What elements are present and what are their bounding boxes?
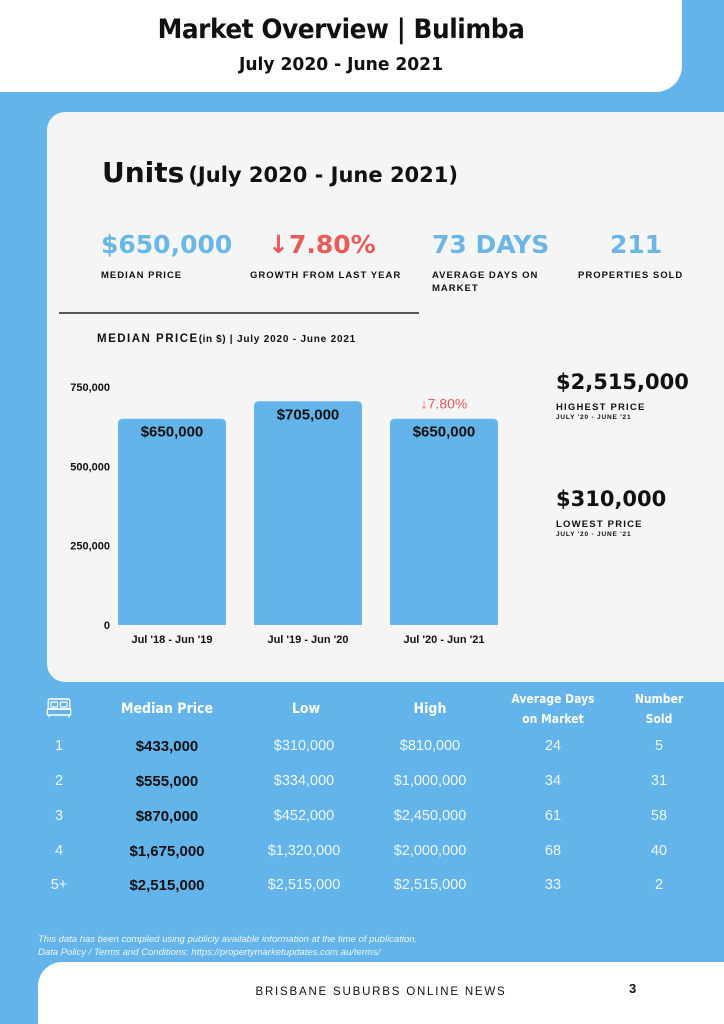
stat-value: ↓7.80%: [268, 230, 376, 259]
stat-label: PROPERTIES SOLD: [578, 270, 684, 281]
lowest-price-period: JULY '20 - JUNE '21: [556, 531, 632, 538]
x-tick-label: Jul '18 - Jun '19: [131, 634, 213, 646]
table-row: [0, 808, 724, 838]
section-title: [102, 156, 458, 189]
high-cell: $2,515,000: [393, 877, 467, 893]
bar: [390, 419, 498, 625]
y-tick-label: 0: [103, 620, 110, 632]
lowest-price-label: LOWEST PRICE: [556, 519, 643, 530]
median-cell: $555,000: [135, 773, 199, 790]
stat-median-price: [101, 230, 232, 282]
bar-data-label: $705,000: [276, 406, 340, 424]
low-cell: $334,000: [273, 773, 335, 789]
table-header: [0, 688, 724, 726]
highest-price-period: JULY '20 - JUNE '21: [556, 414, 632, 421]
chart-title-main: MEDIAN PRICE: [97, 333, 199, 345]
high-cell: $1,000,000: [393, 773, 467, 789]
median-cell: $2,515,000: [129, 877, 205, 894]
header-number-sold: [624, 689, 694, 729]
bedrooms-cell: 5+: [50, 877, 68, 893]
disclaimer-terms-link[interactable]: Data Policy / Terms and Conditions: https://propertymarketupdates.com.au/terms/: [38, 947, 381, 958]
page-header: [0, 0, 682, 92]
bar-data-label: $650,000: [140, 423, 204, 441]
stat-value: 211: [610, 230, 663, 259]
units-card: [47, 112, 724, 682]
header-average-days-line-1: Average Days: [511, 692, 595, 706]
sold-cell: 5: [654, 738, 664, 754]
highest-price-label: HIGHEST PRICE: [556, 402, 646, 413]
page-footer: [38, 962, 724, 1024]
bar-data-label: $650,000: [412, 423, 476, 441]
stat-value: $650,000: [101, 230, 233, 259]
lowest-price-value: $310,000: [556, 487, 667, 511]
days-cell: 34: [544, 773, 562, 789]
page-number: 3: [629, 981, 637, 996]
low-cell: $2,515,000: [267, 877, 341, 893]
sold-cell: 31: [650, 773, 668, 789]
table-row: [0, 773, 724, 803]
high-cell: $810,000: [399, 738, 461, 754]
y-tick-label: 500,000: [70, 461, 110, 474]
y-tick-label: 750,000: [70, 382, 110, 394]
section-title-range: (July 2020 - June 2021): [188, 163, 458, 187]
table-row: [0, 843, 724, 873]
stat-days-on-market: [432, 230, 552, 295]
stat-value: 73 DAYS: [432, 230, 550, 259]
median-cell: $870,000: [135, 808, 199, 825]
bar: [254, 401, 362, 625]
bar-annotation: ↓7.80%: [420, 395, 468, 412]
days-cell: 24: [544, 738, 562, 754]
y-tick-label: 250,000: [70, 540, 110, 553]
footer-brand: BRISBANE SUBURBS ONLINE NEWS: [255, 986, 507, 998]
header-average-days-line-2: on Market: [522, 712, 584, 726]
bed-icon: [46, 698, 73, 722]
header-average-days: [504, 689, 603, 729]
highest-price-value: $2,515,000: [556, 370, 689, 394]
lowest-price-stat: [556, 487, 666, 538]
page-title: Market Overview | Bulimba: [157, 14, 525, 45]
data-disclaimer: [38, 933, 417, 959]
high-cell: $2,000,000: [393, 843, 467, 859]
sold-cell: 40: [650, 843, 668, 859]
bar: [118, 419, 226, 625]
divider: [59, 312, 419, 314]
header-high: High: [413, 701, 447, 717]
header-number-sold-line-2: Sold: [645, 712, 673, 726]
header-low: Low: [291, 701, 321, 717]
median-cell: $433,000: [135, 738, 199, 755]
chart-title: [97, 333, 356, 345]
days-cell: 33: [544, 877, 562, 893]
chart-title-range: | July 2020 - June 2021: [226, 334, 357, 345]
x-tick-label: Jul '19 - Jun '20: [267, 634, 349, 646]
days-cell: 61: [544, 808, 562, 824]
median-cell: $1,675,000: [129, 843, 205, 860]
chart-title-unit: (in $): [198, 334, 227, 345]
low-cell: $310,000: [273, 738, 335, 754]
sold-cell: 2: [654, 877, 664, 893]
low-cell: $452,000: [273, 808, 335, 824]
days-cell: 68: [544, 843, 562, 859]
bedrooms-cell: 1: [54, 738, 64, 754]
header-median-price: Median Price: [120, 701, 214, 717]
section-title-main: Units: [102, 156, 185, 189]
page-subtitle: July 2020 - June 2021: [239, 54, 443, 75]
stat-growth: [250, 230, 401, 282]
x-tick-label: Jul '20 - Jun '21: [403, 634, 485, 646]
table-row: [0, 738, 724, 768]
disclaimer-line-1: This data has been compiled using publicly available information at the time of publication.: [38, 934, 418, 945]
bedrooms-cell: 4: [54, 843, 64, 859]
median-price-chart: [47, 367, 517, 667]
header-number-sold-line-1: Number: [634, 692, 684, 706]
stat-label: MEDIAN PRICE: [101, 270, 183, 281]
bedrooms-cell: 3: [54, 808, 64, 824]
stat-properties-sold: [578, 230, 683, 282]
low-cell: $1,320,000: [267, 843, 341, 859]
stat-label: GROWTH FROM LAST YEAR: [250, 270, 402, 281]
highest-price-stat: [556, 370, 689, 421]
bedrooms-cell: 2: [54, 773, 64, 789]
high-cell: $2,450,000: [393, 808, 467, 824]
table-row: [0, 877, 724, 907]
stat-label: AVERAGE DAYS ON MARKET: [432, 270, 539, 294]
sold-cell: 58: [650, 808, 668, 824]
